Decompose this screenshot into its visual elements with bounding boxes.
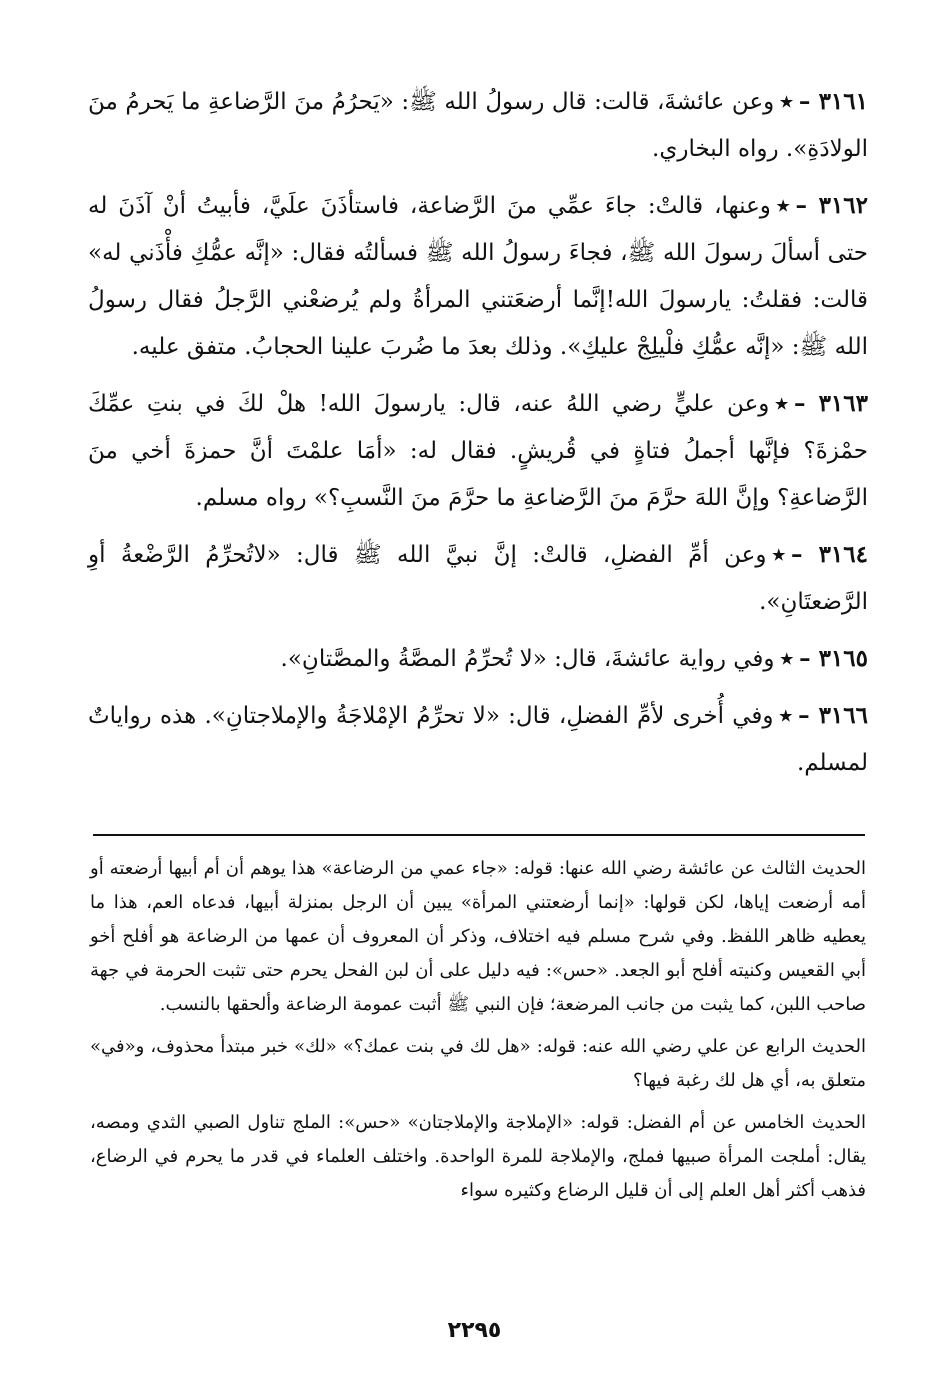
star-icon: ٭ — [775, 390, 788, 417]
page-number: ٢٢٩٥ — [447, 1318, 502, 1343]
commentary-notes — [90, 852, 866, 1216]
hadith-number: ٣١٦٤ – — [791, 541, 868, 568]
hadith-text: وعن عائشةَ، قالت: قال رسولُ الله ﷺ: «يَحرُمُ منَ الرَّضاعةِ ما يَحرمُ منَ الولادَةِ». رواه البخاري. — [88, 89, 868, 162]
hadith-number: ٣١٦٣ – — [793, 390, 868, 417]
star-icon: ٭ — [780, 645, 794, 672]
footnote-divider — [93, 834, 865, 836]
star-icon: ٭ — [772, 541, 785, 568]
star-icon: ٭ — [780, 88, 793, 115]
note-hadith-3: الحديث الثالث عن عائشة رضي الله عنها: قوله: «جاء عمي من الرضاعة» هذا يوهم أن أم أبيها أرضعته أو أمه أرضعت إياها، لكن قولها: «إنما أرضعتني المرأة» يبين أن الرجل بمنزلة أبيها، فدعاه العم، هذا ما يعطيه ظاهر اللفظ. وفي شرح مسلم فيه اختلاف، وذكر أن المعروف أن عمها من الرضاعة هو أفلح أخو أبي القعيس وكنيته أفلح أبو الجعد. «حس»: فيه دليل على أن لبن الفحل يحرم حتى تثبت الحرمة في جهة صاحب اللبن، كما يثبت من جانب المرضعة؛ فإن النبي ﷺ أثبت عمومة الرضاعة وألحقها بالنسب. — [90, 858, 866, 1015]
hadith-number: ٣١٦١ – — [798, 88, 868, 115]
hadith-text: وفي رواية عائشةَ، قال: «لا تُحرِّمُ المصَّةُ والمصَّتانِ». — [280, 646, 775, 672]
hadith-3164 — [88, 531, 868, 626]
hadith-3161 — [88, 78, 868, 173]
main-text — [88, 78, 868, 787]
hadith-3162 — [88, 182, 868, 371]
note-hadith-4: الحديث الرابع عن علي رضي الله عنه: قوله: «هل لك في بنت عمك؟» «لك» خبر مبتدأ محذوف، و«في» متعلق به، أي هل لك رغبة فيها؟ — [90, 1036, 866, 1091]
hadith-text: وعن عليٍّ رضي اللهُ عنه، قال: يارسولَ الله! هلْ لكَ في بنتِ عمِّكَ حمْزةَ؟ فإنَّها أجملُ فتاةٍ في قُريشٍ. فقال له: «أمَا علمْتَ أنَّ حمزةَ أخي منَ الرَّضاعةِ؟ وإنَّ اللهَ حرَّمَ منَ الرَّضاعةِ ما حرَّمَ منَ النَّسبِ؟» رواه مسلم. — [88, 391, 868, 511]
hadith-number: ٣١٦٦ – — [798, 702, 868, 729]
hadith-number: ٣١٦٥ – — [799, 645, 868, 672]
note-hadith-5: الحديث الخامس عن أم الفضل: قوله: «الإملاجة والإملاجتان» «حس»: الملج تناول الصبي الثدي ومصه، يقال: أملجت المرأة صبيها فملج، والإملاجة للمرة الواحدة. واختلف العلماء في قدر ما يحرم في الرضاع، فذهب أكثر أهل العلم إلى أن قليل الرضاع وكثيره سواء — [90, 1112, 867, 1201]
hadith-number: ٣١٦٢ – — [795, 192, 869, 219]
hadith-text: وفي أُخرى لأمِّ الفضلِ، قال: «لا تحرِّمُ الإمْلاجَةُ والإملاجتانِ». هذه رواياتٌ لمسلم. — [88, 703, 868, 776]
hadith-text: وعنها، قالتْ: جاءَ عمِّي منَ الرَّضاعة، فاستأذَنَ علَيَّ، فأبيتُ أنْ آذَنَ له حتى أسألَ رسولَ الله ﷺ، فجاءَ رسولُ الله ﷺ فسألتُه فقال: «إنَّه عمُّكِ فأْذَني له» قالت: فقلتُ: يارسولَ الله!إنَّما أرضعَتني المرأةُ ولم يُرضعْني الرَّجلُ فقال رسولُ الله ﷺ: «إنَّه عمُّكِ فلْيلِجْ عليكِ». وذلك بعدَ ما ضُربَ علينا الحجابُ. متفق عليه. — [88, 193, 868, 360]
star-icon: ٭ — [779, 702, 793, 729]
hadith-text: وعن أمِّ الفضلِ، قالتْ: إنَّ نبيَّ الله ﷺ قال: «لاتُحرِّمُ الرَّضْعةُ أوِ الرَّضعتَانِ». — [88, 542, 868, 615]
hadith-3165 — [88, 635, 868, 683]
hadith-3163 — [88, 380, 868, 522]
hadith-3166 — [88, 692, 868, 787]
star-icon: ٭ — [776, 192, 790, 219]
